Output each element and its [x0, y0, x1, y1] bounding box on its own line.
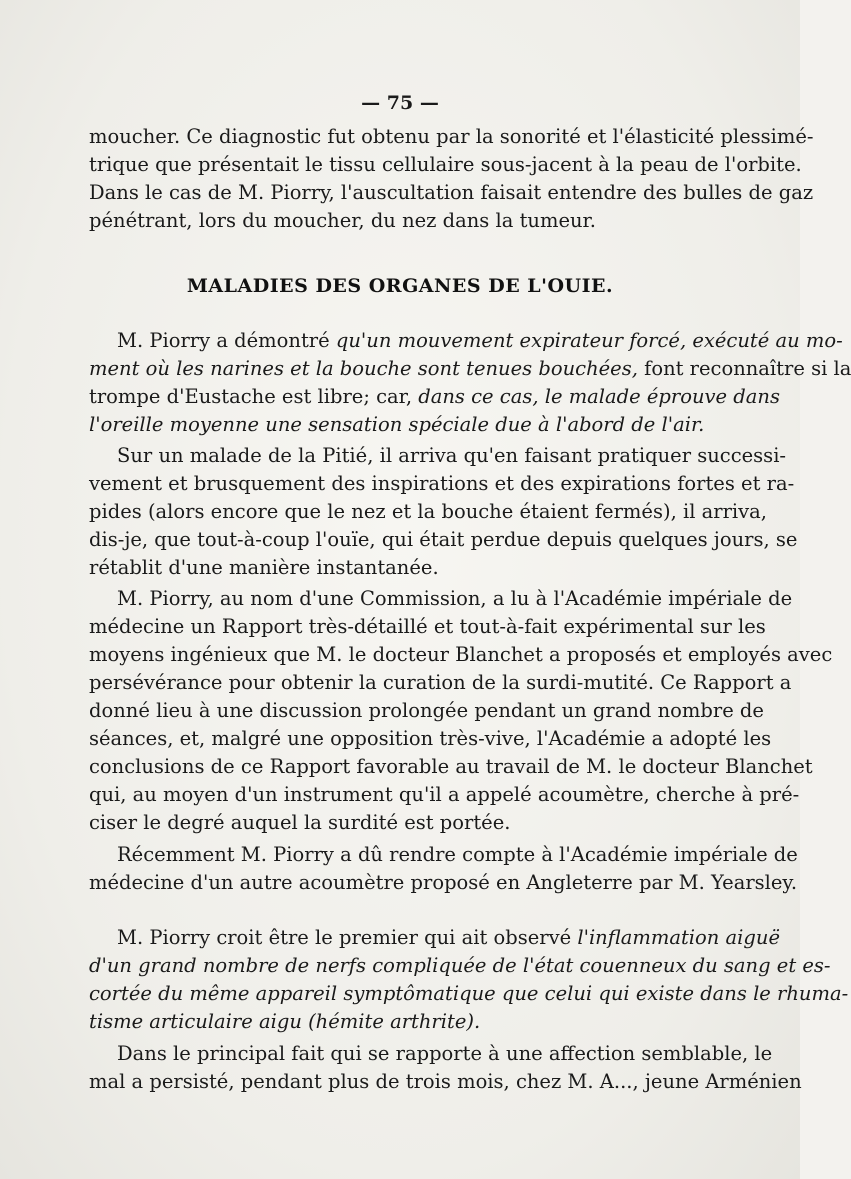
italic-run: tisme articulaire aigu (hémite arthrite). — [89, 1010, 481, 1033]
text-line — [89, 383, 780, 411]
text-line — [89, 411, 737, 439]
text-line: Dans le principal fait qui se rapporte à une affection semblable, le — [117, 1042, 773, 1065]
text-line — [89, 924, 780, 952]
text-line: donné lieu à une discussion prolongée pendant un grand nombre de — [89, 699, 764, 722]
text-line: qui, au moyen d'un instrument qu'il a appelé acoumètre, cherche à pré- — [89, 783, 800, 806]
text-line: rétablit d'une manière instantanée. — [89, 556, 439, 579]
text-line: Récemment M. Piorry a dû rendre compte à l'Académie impériale de — [117, 843, 798, 866]
text-line — [89, 980, 849, 1008]
text-line: pénétrant, lors du moucher, du nez dans la tumeur. — [89, 209, 596, 232]
text-line — [89, 355, 851, 383]
text-line: moyens ingénieux que M. le docteur Blanchet a proposés et employés avec — [89, 643, 833, 666]
text-line: Sur un malade de la Pitié, il arriva qu'en faisant pratiquer successi- — [117, 444, 787, 467]
italic-run: ment où les narines et la bouche sont tenues bouchées, — [89, 357, 638, 380]
italic-run: qu'un mouvement expirateur forcé, exécuté au mo- — [335, 329, 843, 352]
section-heading: MALADIES DES ORGANES DE L'OUIE. — [186, 275, 614, 297]
text-line: ciser le degré auquel la surdité est portée. — [89, 811, 511, 834]
italic-run: l'oreille moyenne une sensation spéciale due à l'abord de l'air. — [89, 413, 705, 436]
italic-run: d'un grand nombre de nerfs compliquée de l'état couenneux du sang et es- — [89, 954, 831, 977]
text-line — [89, 1008, 737, 1036]
italic-run: cortée du même appareil symptômatique que celui qui existe dans le rhuma- — [89, 982, 849, 1005]
text-line: dis-je, que tout-à-coup l'ouïe, qui était perdue depuis quelques jours, se — [89, 528, 798, 551]
text-run: trompe d'Eustache est libre; car, — [89, 385, 419, 408]
text-line: conclusions de ce Rapport favorable au travail de M. le docteur Blanchet — [89, 755, 813, 778]
italic-run: dans ce cas, le malade éprouve dans — [418, 385, 780, 408]
text-line — [89, 327, 843, 355]
text-line: médecine un Rapport très-détaillé et tout-à-fait expérimental sur les — [89, 615, 766, 638]
text-run: M. Piorry croit être le premier qui ait observé — [117, 926, 578, 949]
text-line: vement et brusquement des inspirations et des expirations fortes et ra- — [89, 472, 795, 495]
text-line: moucher. Ce diagnostic fut obtenu par la sonorité et l'élasticité plessimé- — [89, 125, 814, 148]
text-run: M. Piorry a démontré — [117, 329, 336, 352]
text-line: mal a persisté, pendant plus de trois mois, chez M. A..., jeune Arménien — [89, 1070, 802, 1093]
text-line: persévérance pour obtenir la curation de la surdi-mutité. Ce Rapport a — [89, 671, 792, 694]
text-run: font reconnaître si la — [637, 357, 851, 380]
text-line: pides (alors encore que le nez et la bouche étaient fermés), il arriva, — [89, 500, 767, 523]
text-line: trique que présentait le tissu cellulaire sous-jacent à la peau de l'orbite. — [89, 153, 802, 176]
text-line — [89, 952, 831, 980]
text-line: séances, et, malgré une opposition très-vive, l'Académie a adopté les — [89, 727, 772, 750]
text-line: Dans le cas de M. Piorry, l'auscultation faisait entendre des bulles de gaz — [89, 181, 814, 204]
text-line: médecine d'un autre acoumètre proposé en Angleterre par M. Yearsley. — [89, 871, 798, 894]
italic-run: l'inflammation aiguë — [577, 926, 780, 949]
page-number: — 75 — — [361, 92, 439, 114]
text-line: M. Piorry, au nom d'une Commission, a lu à l'Académie impériale de — [117, 587, 793, 610]
